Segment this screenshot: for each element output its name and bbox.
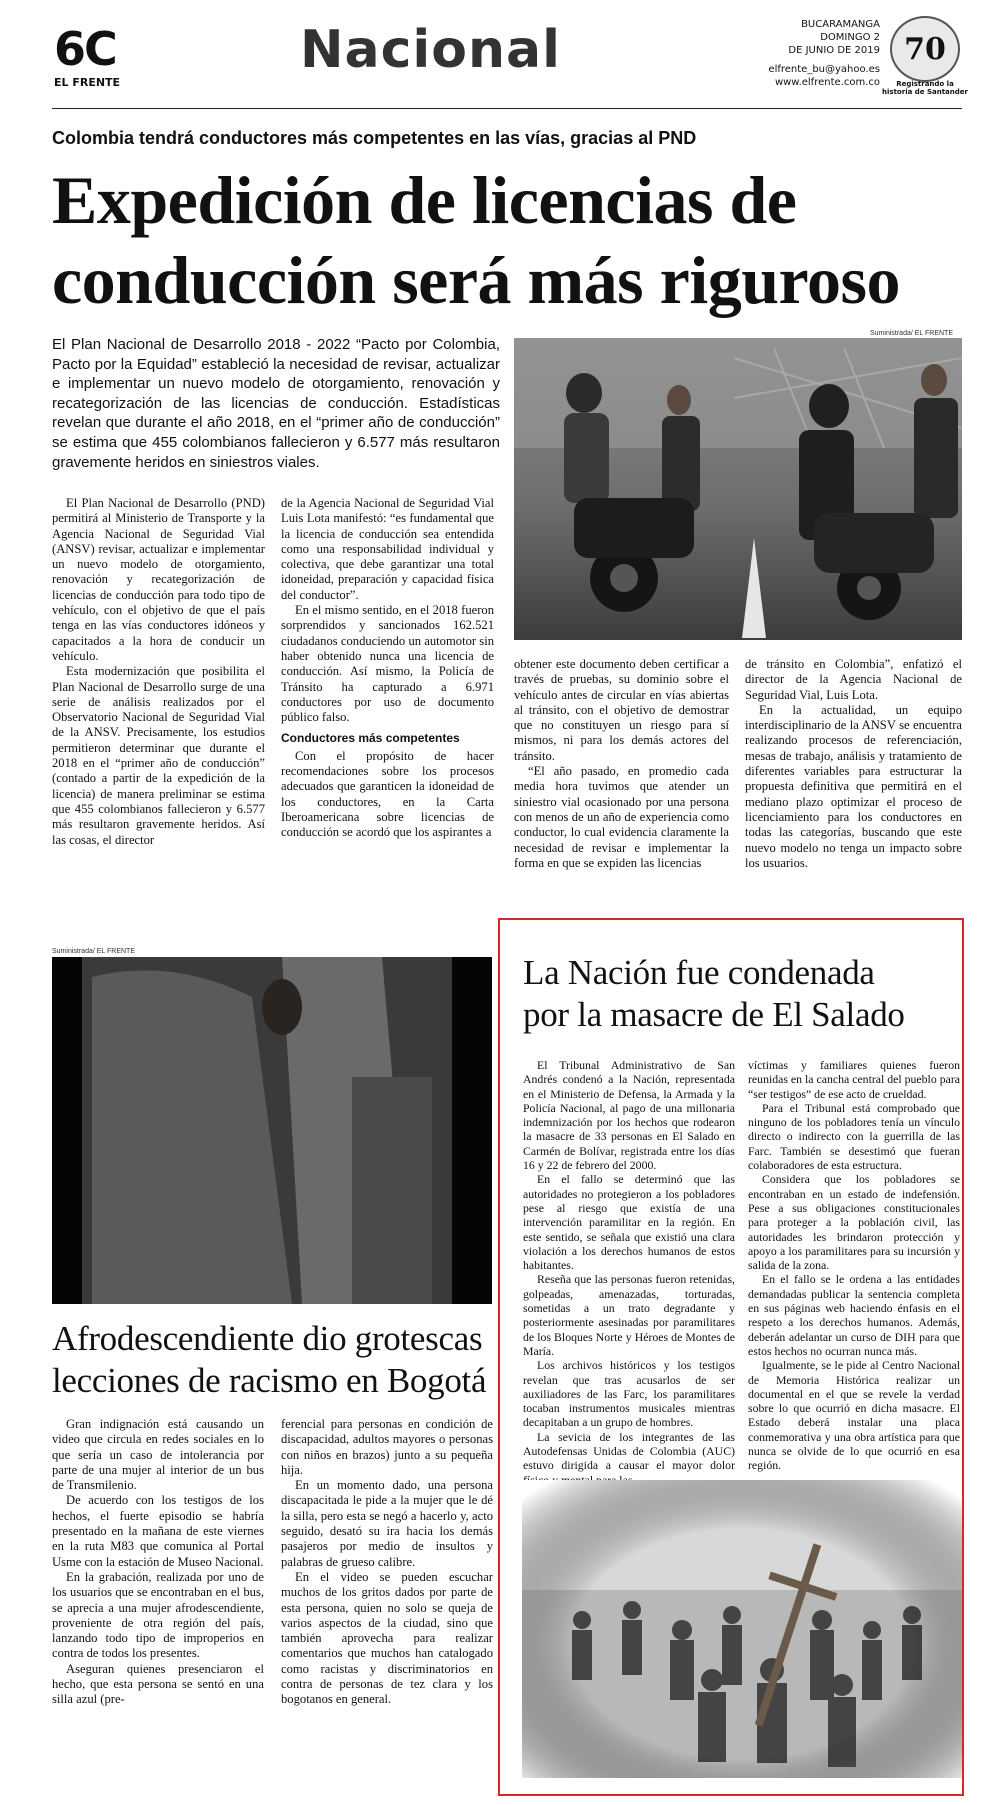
salado-headline-line-1: La Nación fue condenada — [523, 953, 875, 992]
main-column-1 — [52, 496, 265, 848]
memorial-photo-image — [522, 1480, 962, 1778]
paragraph: Considera que los pobladores se encontraban en un estado de indefensión. Pese a sus obligaciones constitucionales para proteger a la población civil, las autoridades les brindaron protección y apoyo a los paramilitares para su incursión y salida de la zona. — [748, 1172, 960, 1273]
racism-headline-line-1: Afrodescendiente dio grotescas — [52, 1319, 483, 1358]
paragraph: En la grabación, realizada por uno de los usuarios que se encontraban en el bus, se aprecia a una mujer afrodescendiente, proveniente de otra región del país, lanzando todo tipo de improperios en contra de todos los presentes. — [52, 1569, 264, 1661]
paragraph: El Plan Nacional de Desarrollo (PND) permitirá al Ministerio de Transporte y la Agencia Nacional de Seguridad Vial (ANSV) revisar, actualizar e implementar un nuevo modelo de otorgamiento, renovación y recategorización de licencias de conducción para todo tipo de vehículo, con el objetivo de que el país tenga en las vías conductores idóneos y capacitados a la hora de conducir un vehículo. — [52, 496, 265, 663]
paragraph: Igualmente, se le pide al Centro Nacional de Memoria Histórica realizar un documental en el que se revele la verdad sobre lo que ocurrió en dicha masacre. El Estado deberá instalar una placa conmemorativa y una obra artística para que nunca se olvide de lo que ocurrió en esa región. — [748, 1358, 960, 1473]
paragraph: Gran indignación está causando un video que circula en redes sociales en lo que sería un caso de intolerancia por parte de una mujer al interior de un bus de Transmilenio. — [52, 1417, 264, 1493]
bus-video-photo — [52, 957, 492, 1304]
paragraph: ferencial para personas en condición de discapacidad, adultos mayores o personas con niños en brazos) junto a su pequeña hija. — [281, 1417, 493, 1477]
salado-headline — [523, 952, 963, 1036]
salado-column-2 — [748, 1058, 960, 1473]
paragraph: víctimas y familiares quienes fueron reunidas en la cancha central del pueblo para “ser testigos” de ese acto de crueldad. — [748, 1058, 960, 1101]
main-headline-line-2: conducción será más riguroso — [52, 242, 900, 318]
paragraph: Esta modernización que posibilita el Plan Nacional de Desarrollo surge de una serie de análisis realizados por el Observatorio Nacional de Seguridad Vial de la ANSV. Precisamente, los estudios permitieron determinar que durante el 2018 en el “primer año de conducción” (contado a partir de la expedición de la licencia) de manera preliminar se estima que 455 colombianos fallecieron y 6.577 más resultaron gravemente heridos. Así las cosas, el director — [52, 664, 265, 847]
main-column-4 — [745, 657, 962, 871]
paper-name: EL FRENTE — [54, 76, 121, 89]
bus-video-image — [52, 957, 492, 1304]
main-column-3 — [514, 657, 729, 871]
salado-column-1 — [523, 1058, 735, 1487]
paragraph: En el video se pueden escuchar muchos de los gritos dados por parte de esta persona, quien no solo se queja de varios aspectos de la ciudad, sino que también aprovecha para realizar comentarios que muchos han catalogado como racistas y discriminatorios en contra de personas de tez clara y los bogotanos en general. — [281, 1569, 493, 1707]
paragraph: de la Agencia Nacional de Seguridad Vial Luis Lota manifestó: “es fundamental que la licencia de conducción sea entendida como una responsabilidad individual y colectiva, que debe garantizar una total idoneidad, preparación y capacidad física del conductor”. — [281, 496, 494, 602]
date-line-2: DE JUNIO DE 2019 — [788, 45, 880, 56]
anniversary-logo: 70 — [890, 16, 960, 82]
paragraph: Los archivos históricos y los testigos revelan que tras acusarlos de ser auxiliadores de las Farc, los paramilitares tocaban instrumentos musicales mientras decapitaban a un grupo de hombres. — [523, 1358, 735, 1430]
paragraph: “El año pasado, en promedio cada media hora tuvimos que atender un siniestro vial ocasionado por una persona con menos de un año de experiencia como conductor, lo cual evidencia claramente la necesidad de revisar e implementar la forma en que se expiden las licencias — [514, 764, 729, 870]
photo-credit: Suministrada/ EL FRENTE — [870, 330, 953, 337]
paragraph: La sevicia de los integrantes de las Autodefensas Unidas de Colombia (AUC) estuvo dirigida a causar el mayor dolor — [523, 1429, 735, 1473]
racism-column-2 — [281, 1417, 493, 1708]
salado-headline-line-2: por la masacre de El Salado — [523, 995, 905, 1034]
masthead-rule — [52, 108, 962, 109]
section-title: Nacional — [300, 20, 561, 80]
paragraph: En el fallo se le ordena a las entidades demandadas publicar la sentencia completa en sus páginas web haciendo énfasis en el respeto a los derechos humanos. Además, deberán adelantar un curso de DIH para que estos hechos no ocurran nunca más. — [748, 1272, 960, 1358]
email-link[interactable]: elfrente_bu@yahoo.es — [768, 64, 880, 75]
subheading: Conductores más competentes — [281, 731, 460, 746]
main-lead: El Plan Nacional de Desarrollo 2018 - 2022 “Pacto por Colombia, Pacto por la Equidad” estableció la necesidad de revisar, actualizar e implementar un nuevo modelo de otorgamiento, renovación y recategorización de las licencias de conducción. Estadísticas revelan que durante el año 2018, en el “primer año de conducción” se estima que 455 colombianos fallecieron y 6.577 más resultaron gravemente heridos en siniestros viales. — [52, 336, 500, 471]
paragraph: En el fallo se determinó que las autoridades no protegieron a los pobladores pese al riesgo que existía de una intervención paramilitar en la región. En este sentido, se señala que existió una clara violación a los derechos humanos de estos habitantes. — [523, 1172, 735, 1273]
paragraph: Para el Tribunal está comprobado que ninguno de los pobladores tenía un vínculo directo o indirecto con la guerrilla de las Farc. También se desestimó que fueran colaboradores de esta estructura. — [748, 1100, 960, 1173]
logo-tagline: Registrando la historia de Santander — [882, 80, 968, 96]
website-link[interactable]: www.elfrente.com.co — [774, 77, 880, 88]
paragraph: En un momento dado, una persona discapacitada le pide a la mujer que le dé la silla, pero esta se negó a hacerlo y, acto seguido, desató su ira hacia los demás pasajeros por medio de insultos y palabras de grueso calibre. — [281, 1478, 493, 1569]
racism-headline-line-2: lecciones de racismo en Bogotá — [52, 1361, 487, 1400]
main-column-2 — [281, 496, 494, 841]
paragraph: Aseguran quienes presenciaron el hecho, que esta persona se sentó en una silla azul (pre- — [52, 1661, 264, 1707]
paragraph: De acuerdo con los testigos de los hechos, el fuerte episodio se habría presentado en la mañana de este viernes en la ruta M83 que comunica al Portal Usme con la estación de Museo Nacional. — [52, 1493, 264, 1569]
city: BUCARAMANGA — [801, 19, 880, 30]
main-headline — [52, 160, 972, 320]
date-line-1: DOMINGO 2 — [820, 32, 880, 43]
memorial-photo — [522, 1480, 962, 1778]
paragraph: Con el propósito de hacer recomendaciones sobre los procesos adecuados que garanticen la idoneidad de los conductores, en la Carta Iberoamericana sobre licencias de conducción se acordó que los aspirantes a — [281, 748, 494, 840]
motorcycle-photo-image — [514, 338, 962, 640]
paragraph: de tránsito en Colombia”, enfatizó el director de la Agencia Nacional de Seguridad Vial, Luis Lota. — [745, 657, 962, 702]
paragraph: obtener este documento deben certificar a través de pruebas, su dominio sobre el vehículo antes de circular en vías abiertas al tránsito, con el objetivo de demostrar que no constituyen un riesgo para sí mismos, ni para los demás actores del tránsito. — [514, 657, 729, 763]
main-kicker: Colombia tendrá conductores más competentes en las vías, gracias al PND — [52, 128, 697, 148]
paragraph: El Tribunal Administrativo de San Andrés condenó a la Nación, representada en el Ministerio de Defensa, la Armada y la Policía Nacional, al pago de una millonaria indemnización por los hechos que rodearon la masacre de 33 personas en El Salado en Carmén de Bolívar, registrada entre los días 16 y 22 de febrero del 2000. — [523, 1058, 735, 1173]
paragraph: Reseña que las personas fueron retenidas, golpeadas, amenazadas, torturadas, sometidas a un trato degradante y posteriormente asesinadas por paramilitares de los Bloques Norte y Héroes de Montes de María. — [523, 1272, 735, 1358]
photo-credit: Suministrada/ EL FRENTE — [52, 948, 135, 955]
paragraph: En la actualidad, un equipo interdisciplinario de la ANSV se encuentra realizando procesos de referenciación, mesas de trabajo, análisis y tratamiento de diferentes variables para estructurar la propuesta definitiva que permitirá en el mediano plazo optimizar el proceso de licenciamiento para los conductores en todas las categorías, buscando que este nuevo modelo no tenga un impacto sobre los usuarios. — [745, 702, 962, 870]
motorcycle-photo — [514, 338, 962, 640]
page-number: 6C — [54, 22, 116, 76]
racism-headline — [52, 1318, 498, 1402]
masthead-info — [760, 18, 880, 89]
racism-column-1 — [52, 1417, 264, 1708]
main-headline-line-1: Expedición de licencias de — [52, 162, 797, 238]
paragraph: En el mismo sentido, en el 2018 fueron sorprendidos y sancionados 162.521 ciudadanos conduciendo un automotor sin haber obtenido nunca una licencia de conducción. Así mismo, la Policía de Tránsito ha capturado a 6.971 conductores por uso de documento público falso. — [281, 603, 494, 725]
